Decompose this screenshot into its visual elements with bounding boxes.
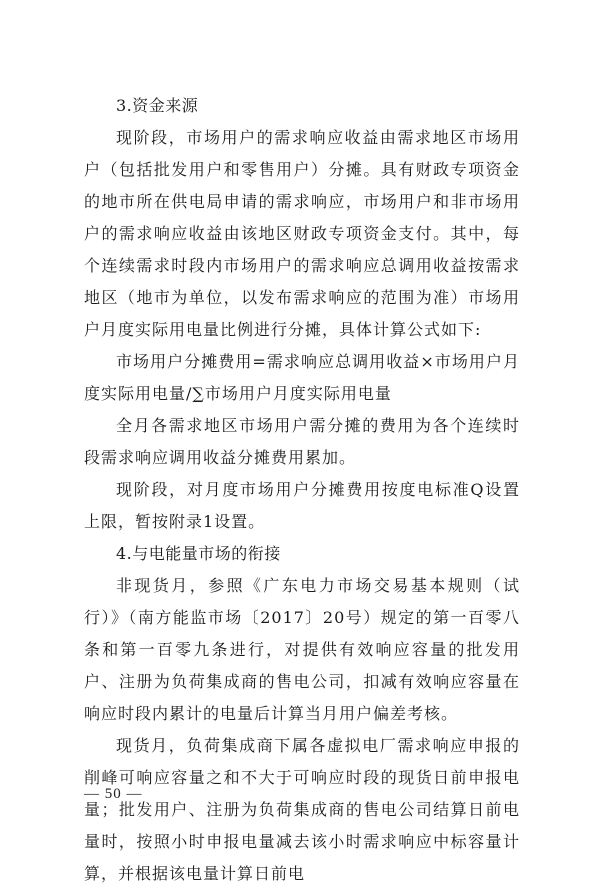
section-heading-funding-source: 3.资金来源 bbox=[116, 96, 199, 115]
paragraph-formula: 市场用户分摊费用=需求响应总调用收益×市场用户月度实际用电量/∑市场用户月度实际用电量 bbox=[84, 352, 520, 403]
section-heading-energy-market: 4.与电能量市场的衔接 bbox=[116, 544, 281, 563]
paragraph-monthly-allocation: 全月各需求地区市场用户需分摊的费用为各个连续时段需求响应调用收益分摊费用累加。 bbox=[84, 416, 520, 467]
paragraph-upper-limit: 现阶段，对月度市场用户分摊费用按度电标准Q设置上限，暂按附录1设置。 bbox=[84, 480, 520, 531]
page-number: — 50 — bbox=[84, 786, 143, 802]
page-content bbox=[84, 90, 520, 890]
paragraph-funding-allocation: 现阶段，市场用户的需求响应收益由需求地区市场用户（包括批发用户和零售用户）分摊。具有财政专项资金的地市所在供电局申请的需求响应，市场用户和非市场用户的需求响应收益由该地区财政专项资金支付。其中，每个连续需求时段内市场用户的需求响应总调用收益按需求地区（地市为单位，以发布需求响应的范围为准）市场用户月度实际用电量比例进行分摊，具体计算公式如下: bbox=[84, 128, 520, 339]
paragraph-spot-month: 现货月，负荷集成商下属各虚拟电厂需求响应申报的削峰可响应容量之和不大于可响应时段的现货日前申报电量；批发用户、注册为负荷集成商的售电公司结算日前电量时，按照小时申报电量减去该小时需求响应中标容量计算，并根据该电量计算日前电 bbox=[84, 736, 520, 883]
paragraph-non-spot-month: 非现货月，参照《广东电力市场交易基本规则（试行）》（南方能监市场〔2017〕20号）规定的第一百零八条和第一百零九条进行，对提供有效响应容量的批发用户、注册为负荷集成商的售电公司，扣减有效响应容量在响应时段内累计的电量后计算当月用户偏差考核。 bbox=[84, 576, 520, 723]
